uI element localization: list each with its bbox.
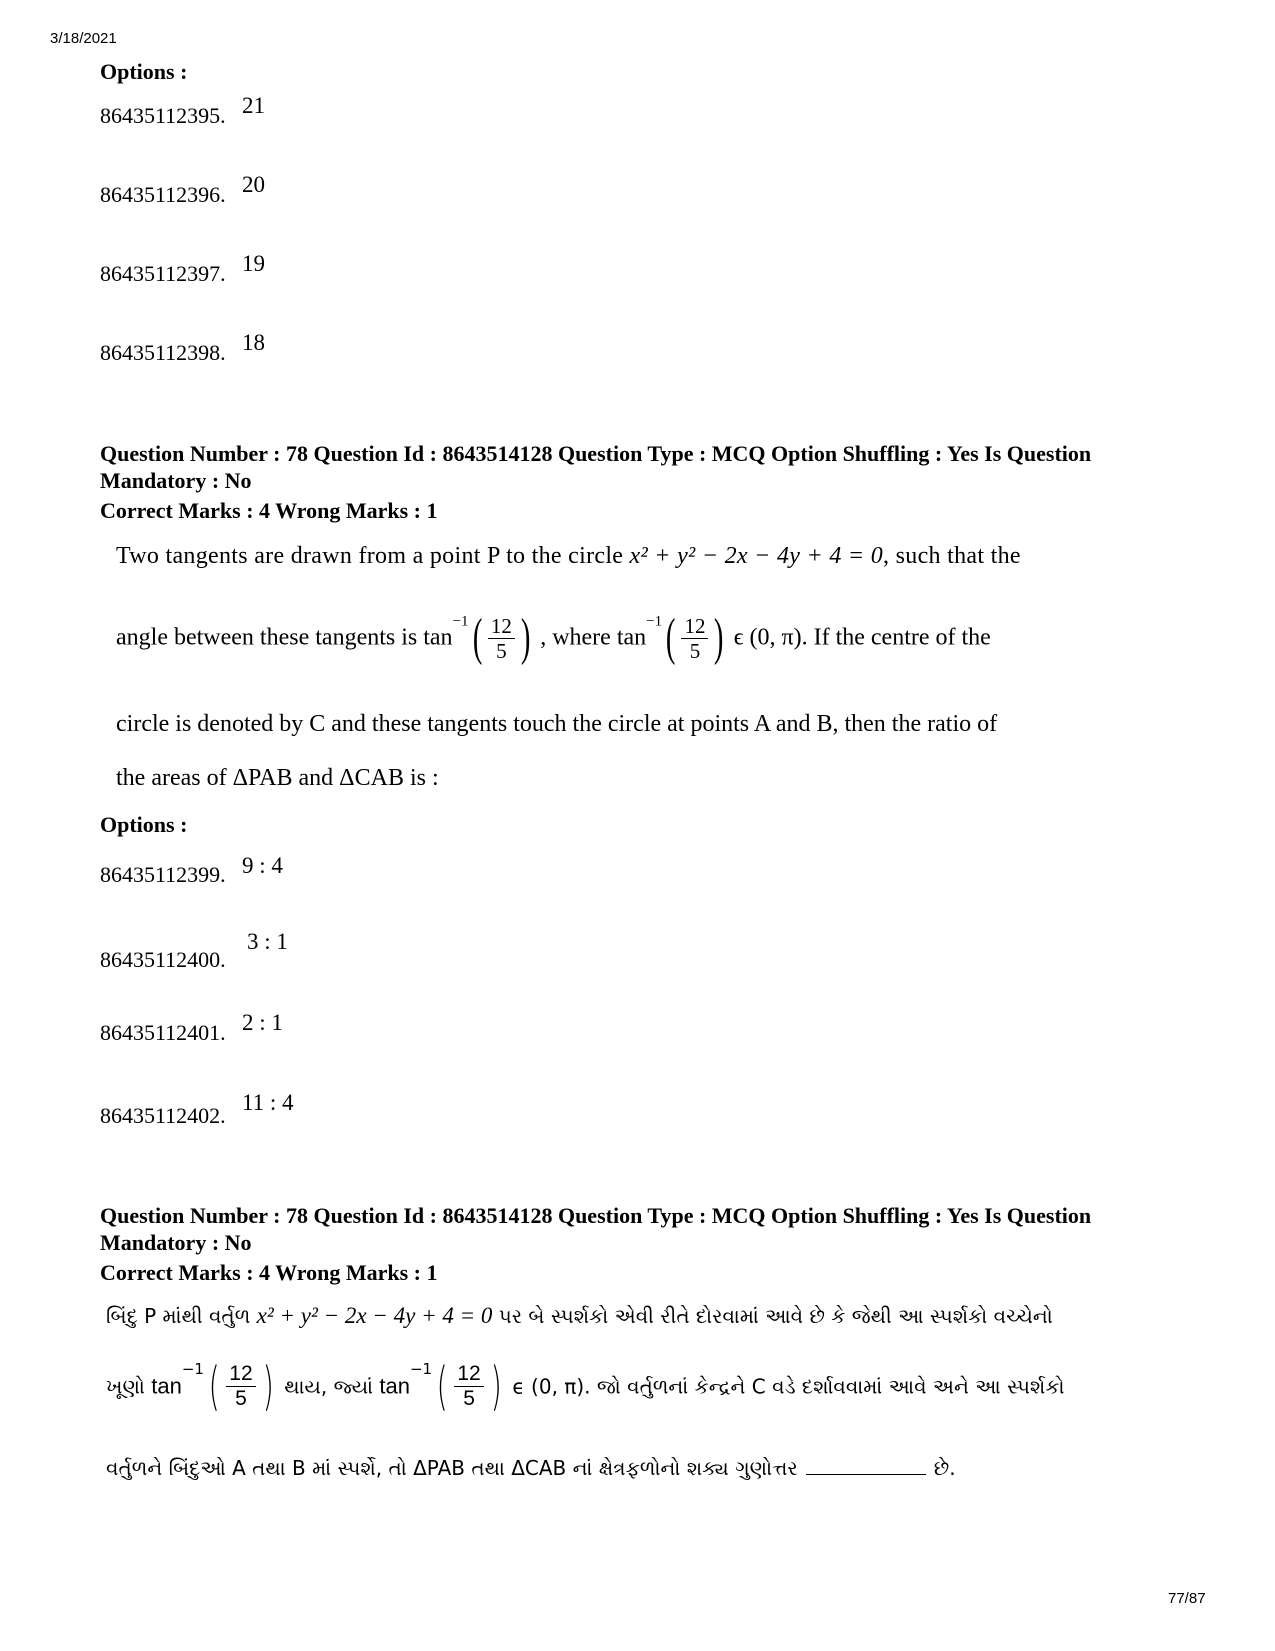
text: , where [540,624,617,651]
option-value: 3 : 1 [247,929,288,954]
options-label: Options : [100,59,188,84]
option-value: 19 [242,251,265,276]
paren-open: ( [666,609,676,666]
denominator: 5 [496,638,507,663]
question-meta [100,1202,1190,1256]
fraction [681,614,708,663]
question-meta-line: Question Number : 78 Question Id : 8643514128 Question Type : MCQ Option Shuffling : Yes Is Question [100,1203,1092,1228]
tan-fn: tan [379,1373,410,1399]
math-equation: x² + y² − 2x − 4y + 4 = 0 [629,543,884,569]
numerator: 12 [454,1362,483,1387]
tan-fn: tan [423,624,453,651]
options-label: Options : [100,812,188,837]
question-text-line [116,543,1021,570]
option-id: 86435112395. [100,103,226,128]
question-text-line [116,609,991,666]
question-meta-line: Mandatory : No [100,1230,252,1255]
paren-close: ) [490,1356,502,1417]
option-id: 86435112402. [100,1103,226,1128]
paren-open: ( [472,609,482,666]
text: ϵ (0, π). If the centre of the [733,624,991,651]
text: ϵ (0, π). જો વર્તુળનાં કેન્દ્રને C વડે દર્શાવવામાં આવે અને આ સ્પર્શકો [512,1374,1065,1399]
question-text-line [106,1303,1053,1329]
fraction [454,1362,483,1411]
question-text-line [106,1456,956,1480]
question-meta-line: Mandatory : No [100,468,252,493]
question-meta-line: Question Number : 78 Question Id : 8643514128 Question Type : MCQ Option Shuffling : Yes Is Question [100,441,1092,466]
inverse-exponent: −1 [646,613,663,630]
paren-open: ( [208,1356,220,1417]
question-meta [100,440,1190,494]
text: થાય, જ્યાં [284,1374,380,1399]
fraction [488,614,515,663]
option-id: 86435112401. [100,1020,226,1045]
numerator: 12 [226,1362,255,1387]
denominator: 5 [235,1387,247,1410]
denominator: 5 [463,1387,475,1410]
text: angle between these tangents is [116,624,424,651]
option-value: 2 : 1 [242,1010,283,1035]
question-text-line [106,1356,1065,1417]
text: Two tangents are drawn from a point P to the circle [116,543,630,569]
option-id: 86435112396. [100,182,226,207]
numerator: 12 [488,614,515,639]
answer-blank [806,1474,926,1475]
inverse-exponent: −1 [181,1360,204,1378]
inverse-exponent: −1 [452,613,469,630]
inverse-exponent: −1 [409,1360,433,1378]
tan-fn: tan [151,1373,182,1399]
numerator: 12 [681,614,708,639]
text: ખૂણો [106,1374,152,1399]
option-value: 20 [242,172,265,197]
option-value: 21 [242,93,265,118]
option-id: 86435112398. [100,340,226,365]
question-text-line: circle is denoted by C and these tangents touch the circle at points A and B, then the ratio of [116,711,998,737]
fraction [226,1362,255,1411]
question-marks: Correct Marks : 4 Wrong Marks : 1 [100,498,438,523]
option-id: 86435112399. [100,862,226,887]
math-equation: x² + y² − 2x − 4y + 4 = 0 [256,1303,493,1328]
option-id: 86435112400. [100,947,226,972]
page-number: 77/87 [1168,1590,1206,1607]
text: પર બે સ્પર્શકો એવી રીતે દોરવામાં આવે છે કે જેથી આ સ્પર્શકો વચ્ચેનો [492,1304,1053,1328]
text: બિંદુ P માંથી વર્તુળ [106,1304,257,1328]
question-text-line: the areas of ΔPAB and ΔCAB is : [116,765,439,791]
paren-close: ) [520,609,531,666]
paren-close: ) [262,1356,274,1417]
print-date: 3/18/2021 [50,30,117,47]
question-marks: Correct Marks : 4 Wrong Marks : 1 [100,1260,438,1285]
tan-fn: tan [616,624,647,651]
option-id: 86435112397. [100,261,226,286]
denominator: 5 [689,638,701,663]
option-value: 18 [242,330,265,355]
option-value: 11 : 4 [242,1090,294,1115]
paren-open: ( [436,1356,448,1417]
text: છે. [933,1456,956,1480]
paren-close: ) [714,609,724,666]
text: , such that the [883,543,1021,569]
option-value: 9 : 4 [242,853,283,878]
text: વર્તુળને બિંદુઓ A તથા B માં સ્પર્શે, તો ΔPAB તથા ΔCAB નાં ક્ષેત્રફળોનો શક્ય ગુણોત્તર [106,1456,798,1480]
